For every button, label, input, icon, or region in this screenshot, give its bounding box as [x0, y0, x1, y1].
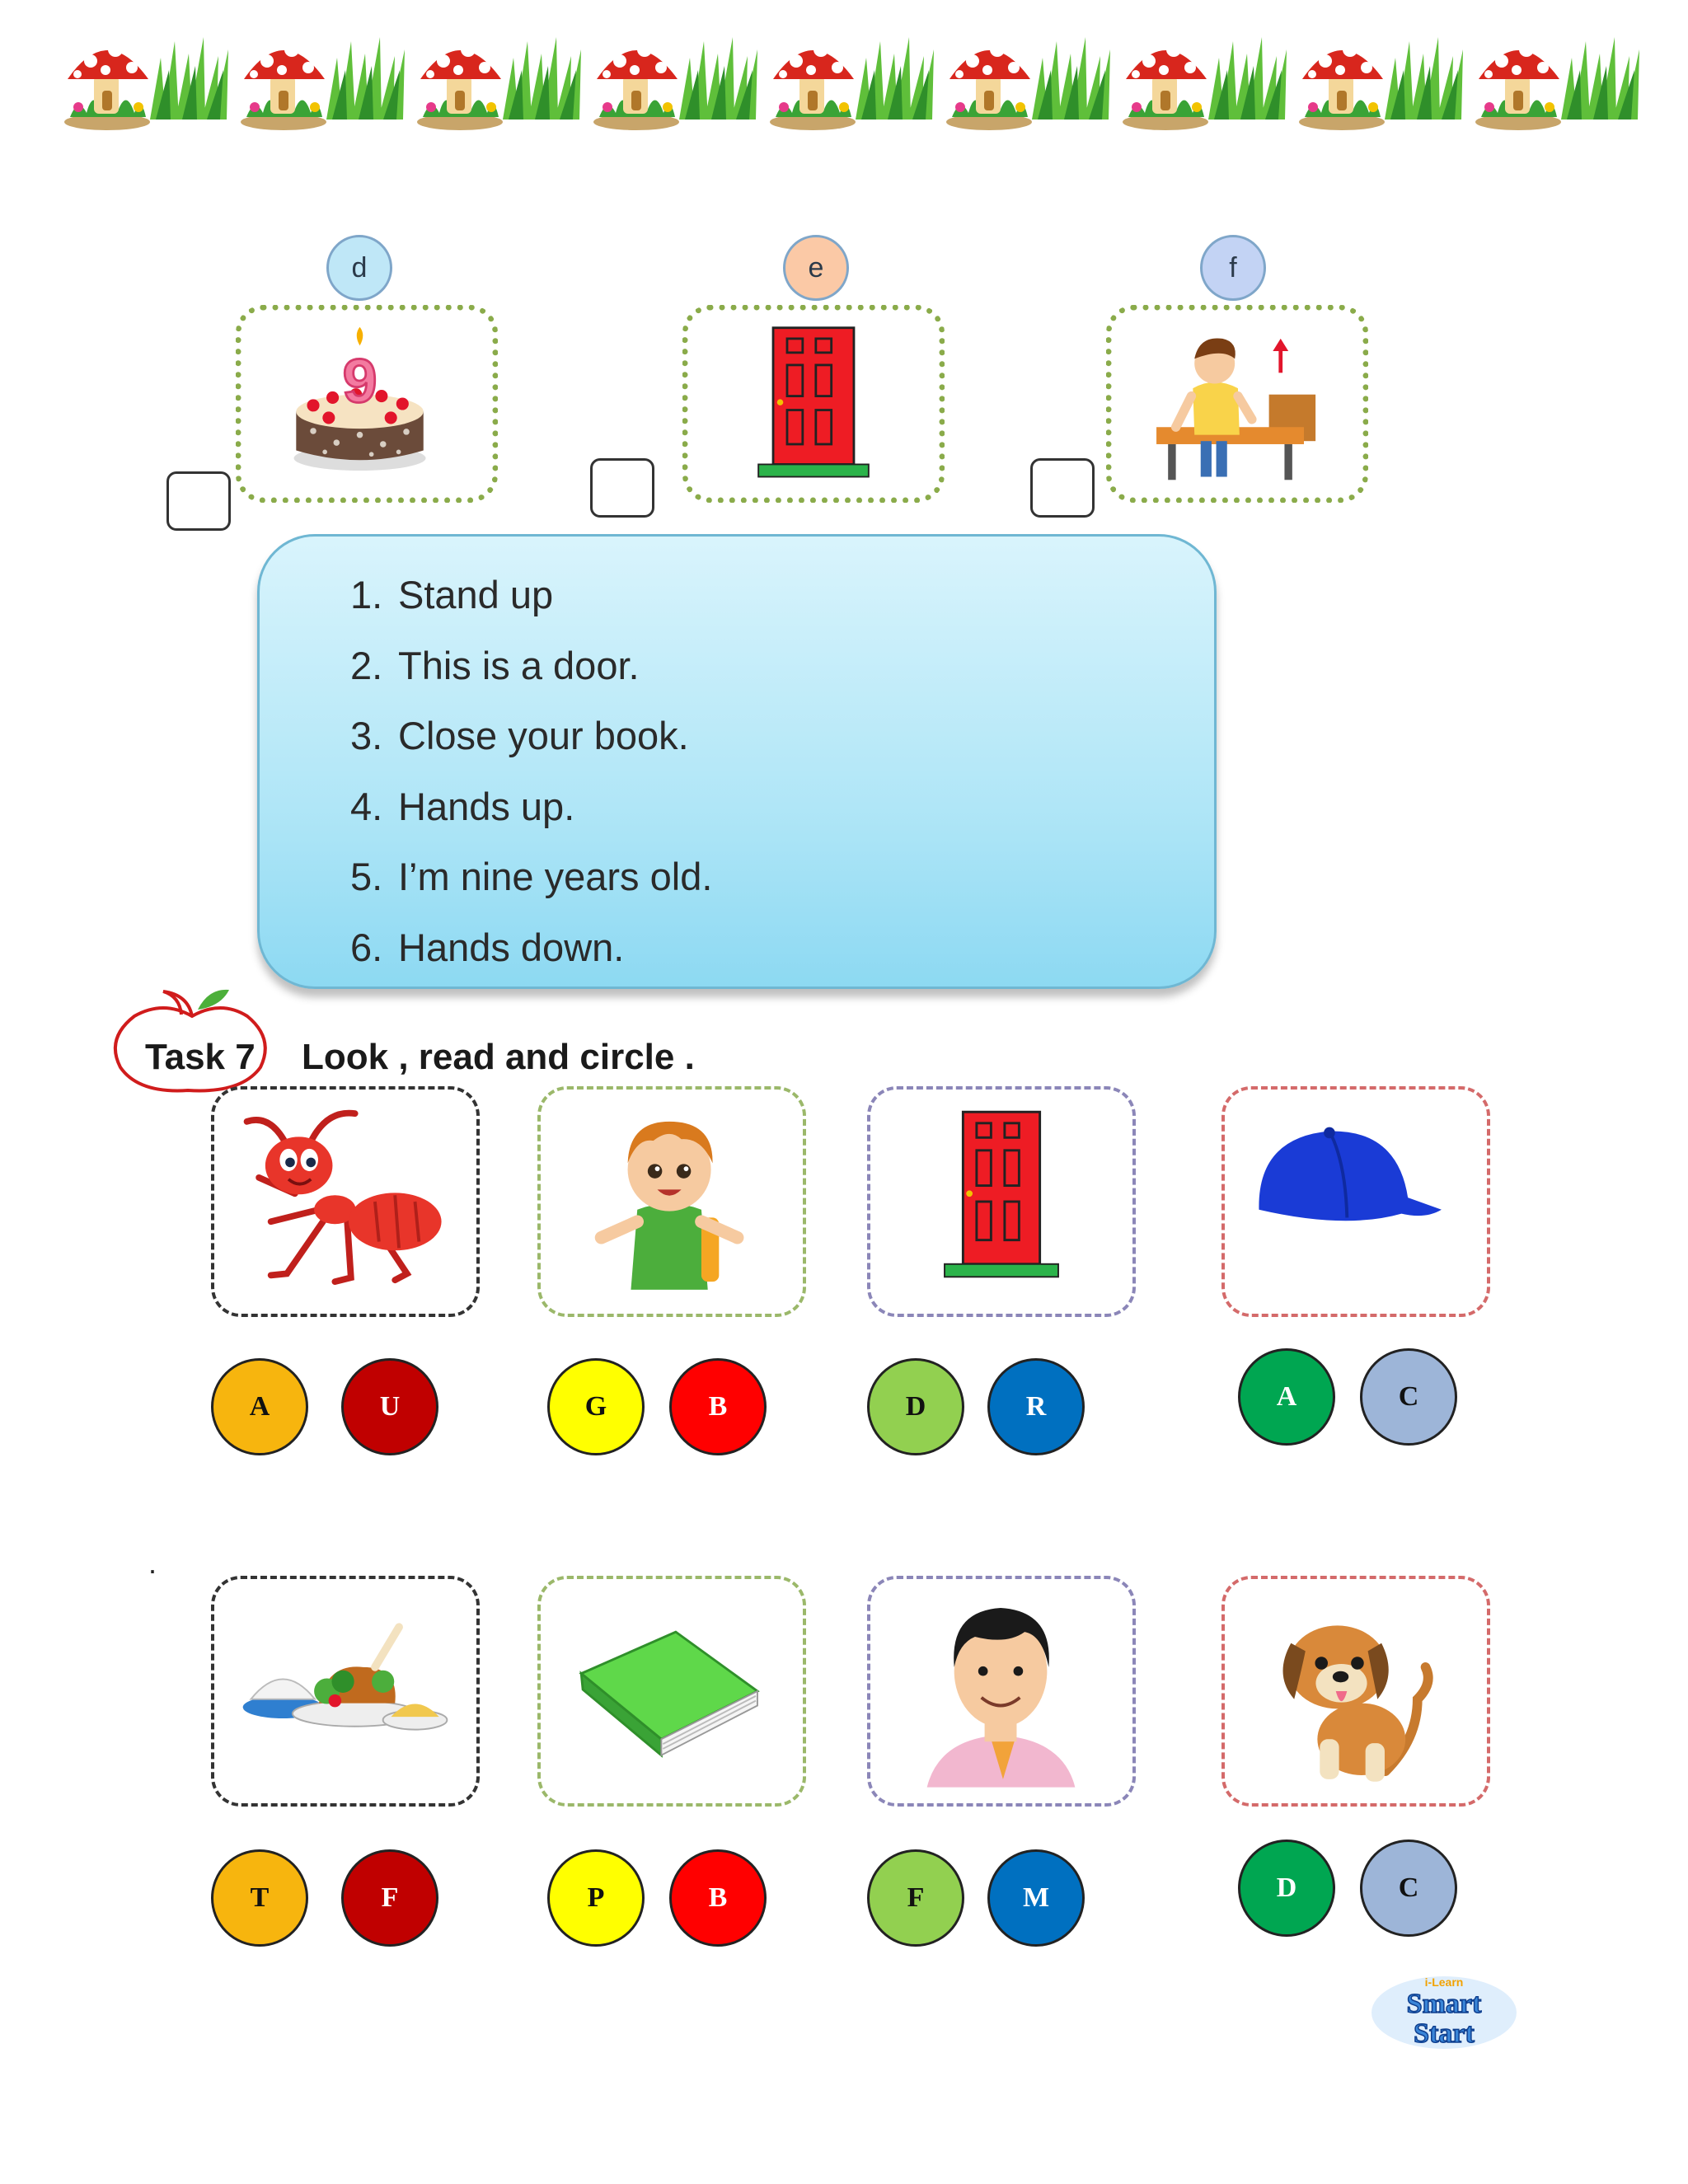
option-letter: B: [708, 1882, 728, 1913]
option-circle[interactable]: [547, 1849, 645, 1947]
sentence-number: 1.: [350, 573, 383, 616]
option-circle[interactable]: [1238, 1348, 1335, 1446]
answer-box-e[interactable]: [590, 458, 654, 518]
door-icon: [870, 1090, 1132, 1314]
sentence-item: [350, 642, 712, 713]
mushroom-icon: [946, 42, 1032, 130]
picture-card-ant: [211, 1086, 480, 1317]
picture-card-food: [211, 1576, 480, 1807]
sentence-list: [350, 571, 712, 994]
sentence-item: [350, 783, 712, 854]
grass-icon: [856, 37, 934, 120]
picture-card-dog: [1221, 1576, 1490, 1807]
option-circle[interactable]: [987, 1358, 1085, 1455]
boy-standing-up-icon: [1112, 311, 1362, 497]
option-circle[interactable]: [211, 1849, 308, 1947]
task-instruction: Look , read and circle .: [302, 1037, 695, 1077]
dog-icon: [1225, 1579, 1487, 1803]
option-letter: C: [1398, 1872, 1419, 1903]
sentence-item: [350, 853, 712, 924]
sentence-text: I’m nine years old.: [398, 855, 713, 898]
letter-tag-text: e: [808, 251, 824, 284]
logo-line-1: i-Learn: [1424, 1975, 1464, 1989]
grass-icon: [326, 37, 405, 120]
ant-icon: [214, 1090, 476, 1314]
grass-icon: [1208, 37, 1287, 120]
svg-text:9: 9: [342, 346, 377, 416]
picture-card-book: [537, 1576, 806, 1807]
sentence-number: 6.: [350, 925, 383, 969]
mushroom-icon: [1123, 42, 1208, 130]
option-circle[interactable]: [341, 1358, 438, 1455]
option-letter: B: [708, 1391, 728, 1422]
mushroom-icon: [593, 42, 679, 130]
logo-line-3: Start: [1414, 2018, 1475, 2049]
option-circle[interactable]: [669, 1849, 767, 1947]
option-letter: F: [907, 1882, 925, 1913]
answer-box-f[interactable]: [1030, 458, 1095, 518]
grass-icon: [1032, 37, 1110, 120]
option-letter: C: [1398, 1381, 1419, 1412]
letter-tag-text: d: [351, 251, 368, 284]
sentence-text: This is a door.: [398, 643, 640, 687]
option-circle[interactable]: [867, 1849, 964, 1947]
letter-tag-f: [1200, 235, 1266, 301]
man-icon: [870, 1579, 1132, 1803]
grass-icon: [1561, 37, 1639, 120]
stray-mark: .: [148, 1546, 157, 1580]
mushroom-icon: [241, 42, 326, 130]
option-circle[interactable]: [1360, 1840, 1457, 1937]
sentence-item: [350, 924, 712, 995]
sentence-text: Hands down.: [398, 925, 625, 969]
grass-icon: [679, 37, 757, 120]
option-circle[interactable]: [987, 1849, 1085, 1947]
option-letter: F: [381, 1882, 399, 1913]
task-label: Task 7: [145, 1037, 256, 1077]
option-letter: P: [587, 1882, 605, 1913]
option-letter: M: [1022, 1882, 1050, 1913]
picture-box-d: [236, 305, 498, 503]
grass-icon: [1385, 37, 1463, 120]
cap-icon: [1225, 1090, 1487, 1314]
birthday-cake-nine-icon: [241, 311, 492, 497]
letter-tag-d: [326, 235, 392, 301]
mushroom-icon: [64, 42, 150, 130]
option-letter: D: [1276, 1872, 1297, 1903]
option-letter: R: [1025, 1391, 1047, 1422]
mushroom-icon: [770, 42, 856, 130]
option-circle[interactable]: [669, 1358, 767, 1455]
option-letter: A: [1276, 1381, 1297, 1412]
sentence-item: [350, 571, 712, 642]
sentence-list-box: [257, 534, 1217, 989]
food-icon: [214, 1579, 476, 1803]
smart-start-logo: [1368, 1970, 1521, 2052]
boy-icon: [541, 1090, 803, 1314]
logo-line-2: Smart: [1406, 1989, 1482, 2019]
mushroom-icon: [1299, 42, 1385, 130]
book-icon: [541, 1579, 803, 1803]
picture-card-cap: [1221, 1086, 1490, 1317]
picture-card-man: [867, 1576, 1136, 1807]
option-circle[interactable]: [341, 1849, 438, 1947]
red-door-icon: [688, 311, 939, 497]
sentence-number: 2.: [350, 643, 383, 687]
grass-icon: [503, 37, 581, 120]
mushroom-icon: [417, 42, 503, 130]
picture-card-boy: [537, 1086, 806, 1317]
picture-box-e: [682, 305, 945, 503]
option-circle[interactable]: [211, 1358, 308, 1455]
option-circle[interactable]: [867, 1358, 964, 1455]
mushroom-icon: [1475, 42, 1561, 130]
sentence-text: Stand up: [398, 573, 554, 616]
letter-tag-text: f: [1229, 251, 1237, 284]
answer-box-d[interactable]: [166, 471, 231, 531]
sentence-item: [350, 712, 712, 783]
option-circle[interactable]: [1360, 1348, 1457, 1446]
letter-tag-e: [783, 235, 849, 301]
option-circle[interactable]: [547, 1358, 645, 1455]
option-circle[interactable]: [1238, 1840, 1335, 1937]
sentence-text: Hands up.: [398, 784, 575, 828]
picture-box-f: [1106, 305, 1368, 503]
option-letter: A: [249, 1391, 270, 1422]
decorative-border: [58, 21, 1648, 136]
option-letter: T: [250, 1882, 270, 1913]
sentence-number: 4.: [350, 784, 383, 828]
sentence-number: 5.: [350, 855, 383, 898]
sentence-number: 3.: [350, 714, 383, 757]
picture-card-door: [867, 1086, 1136, 1317]
option-letter: G: [584, 1391, 607, 1422]
grass-icon: [150, 37, 228, 120]
option-letter: D: [905, 1391, 926, 1422]
sentence-text: Close your book.: [398, 714, 689, 757]
option-letter: U: [379, 1391, 401, 1422]
